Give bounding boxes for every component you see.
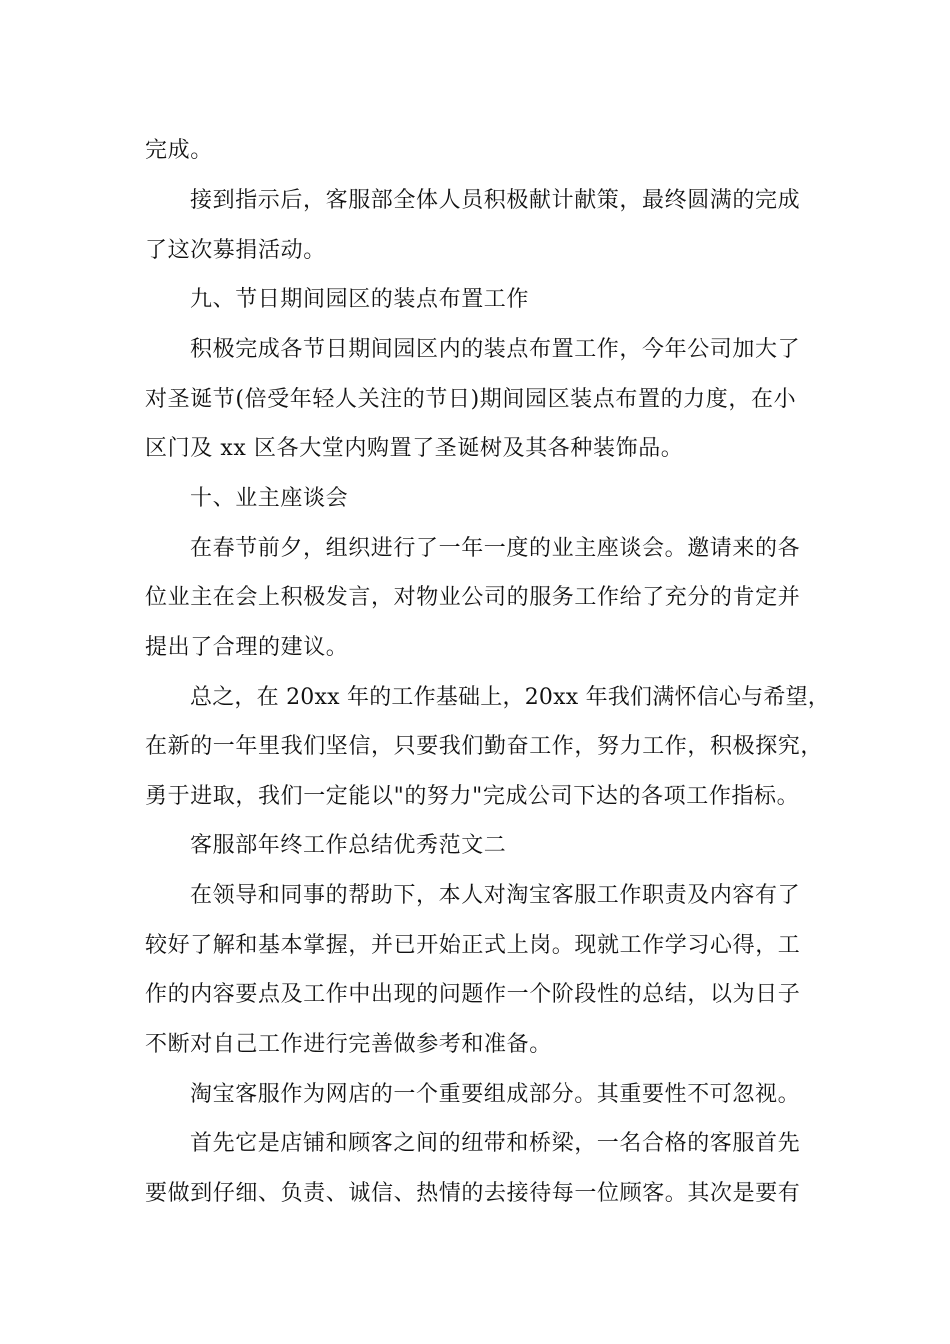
text-line: 位业主在会上积极发言，对物业公司的服务工作给了充分的肯定并 [145,585,801,610]
section-heading: 客服部年终工作总结优秀范文二 [190,833,507,858]
section-heading: 十、业主座谈会 [190,486,349,511]
text-line: 了这次募捐活动。 [145,238,326,263]
paragraph-line: 首先它是店铺和顾客之间的纽带和桥梁，一名合格的客服首先 [190,1131,801,1156]
paragraph-line: 淘宝客服作为网店的一个重要组成部分。其重要性不可忽视。 [190,1082,801,1107]
text-line: 不断对自己工作进行完善做参考和准备。 [145,1032,552,1057]
text-line: 对圣诞节(倍受年轻人关注的节日)期间园区装点布置的力度，在小 [145,387,797,412]
text-line: 提出了合理的建议。 [145,635,349,660]
text-line: 勇于进取，我们一定能以"的努力"完成公司下达的各项工作指标。 [145,784,800,809]
section-heading: 九、节日期间园区的装点布置工作 [190,287,530,312]
paragraph-line: 接到指示后，客服部全体人员积极献计献策，最终圆满的完成 [190,188,801,213]
text-line: 在新的一年里我们坚信，只要我们勤奋工作，努力工作，积极探究， [145,734,824,759]
paragraph-line: 积极完成各节日期间园区内的装点布置工作，今年公司加大了 [190,337,801,362]
paragraph-line: 总之，在 20xx 年的工作基础上，20xx 年我们满怀信心与希望， [190,685,830,710]
text-line: 完成。 [145,138,213,163]
text-line: 作的内容要点及工作中出现的问题作一个阶段性的总结，以为日子 [145,982,801,1007]
paragraph-line: 在领导和同事的帮助下，本人对淘宝客服工作职责及内容有了 [190,883,801,908]
text-line: 要做到仔细、负责、诚信、热情的去接待每一位顾客。其次是要有 [145,1181,801,1206]
text-line: 较好了解和基本掌握，并已开始正式上岗。现就工作学习心得，工 [145,933,801,958]
text-line: 区门及 xx 区各大堂内购置了圣诞树及其各种装饰品。 [145,436,684,461]
paragraph-line: 在春节前夕，组织进行了一年一度的业主座谈会。邀请来的各 [190,536,801,561]
